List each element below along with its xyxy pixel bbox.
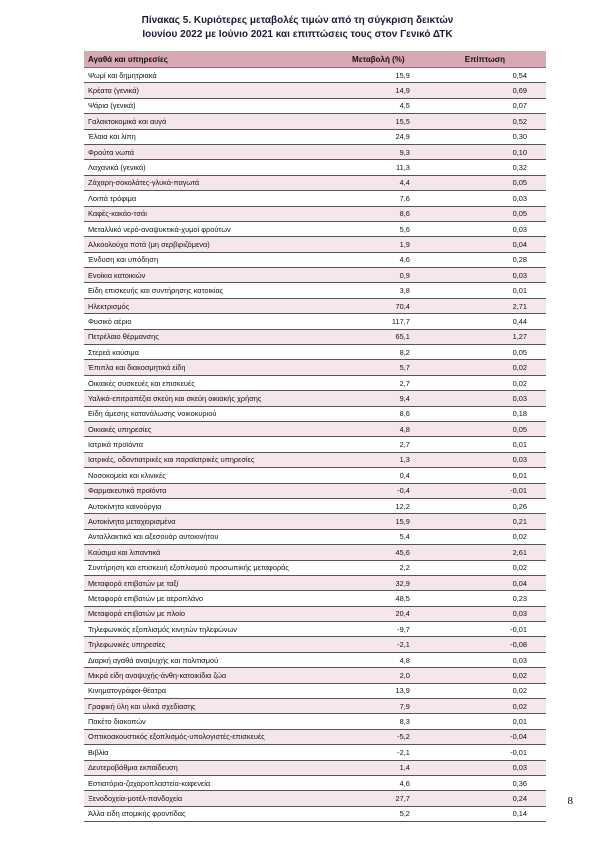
table-row xyxy=(84,421,546,436)
cell-impact: 0,05 xyxy=(424,206,546,221)
cell-impact: -0,01 xyxy=(424,622,546,637)
cell-impact: 0,10 xyxy=(424,144,546,159)
cell-impact: 0,24 xyxy=(424,791,546,806)
table-title xyxy=(0,14,595,42)
table-row xyxy=(84,221,546,236)
table-row xyxy=(84,745,546,760)
cell-change-percent: 5,6 xyxy=(333,221,424,236)
table-row xyxy=(84,775,546,790)
table-row xyxy=(84,498,546,513)
cell-change-percent: 13,9 xyxy=(333,683,424,698)
cell-change-percent: 2,0 xyxy=(333,668,424,683)
cell-goods-services: Στερεά καύσιμα xyxy=(84,345,333,360)
cell-goods-services: Μικρά είδη αναψυχής-άνθη-κατοικίδια ζώα xyxy=(84,668,333,683)
table-row xyxy=(84,483,546,498)
cell-change-percent: 9,4 xyxy=(333,391,424,406)
cell-change-percent: 15,9 xyxy=(333,68,424,83)
cell-goods-services: Καύσιμα και λιπαντικά xyxy=(84,545,333,560)
table-row xyxy=(84,237,546,252)
table-body xyxy=(84,68,546,822)
cell-goods-services: Αυτοκίνητα καινούργια xyxy=(84,498,333,513)
cell-change-percent: 27,7 xyxy=(333,791,424,806)
table-row xyxy=(84,729,546,744)
table-row xyxy=(84,545,546,560)
cell-goods-services: Λαχανικά (γενικά) xyxy=(84,160,333,175)
table-row xyxy=(84,652,546,667)
table-row xyxy=(84,714,546,729)
cell-impact: 0,02 xyxy=(424,699,546,714)
cell-impact: 0,36 xyxy=(424,775,546,790)
cell-goods-services: Ιατρικά προϊόντα xyxy=(84,437,333,452)
table-row xyxy=(84,329,546,344)
cell-goods-services: Συντήρηση και επισκευή εξοπλισμού προσωπικής μεταφοράς xyxy=(84,560,333,575)
cell-goods-services: Άλλα είδη ατομικής φροντίδας xyxy=(84,806,333,821)
header-goods-services: Αγαθά και υπηρεσίες xyxy=(84,51,333,68)
table-row xyxy=(84,68,546,83)
cell-change-percent: 4,8 xyxy=(333,421,424,436)
cell-change-percent: 9,3 xyxy=(333,144,424,159)
cell-goods-services: Τηλεφωνικές υπηρεσίες xyxy=(84,637,333,652)
cell-impact: -0,08 xyxy=(424,637,546,652)
cell-change-percent: -2,1 xyxy=(333,745,424,760)
table-row xyxy=(84,529,546,544)
cell-impact: 0,03 xyxy=(424,760,546,775)
cell-impact: 0,21 xyxy=(424,514,546,529)
cell-change-percent: 8,6 xyxy=(333,206,424,221)
table-row xyxy=(84,345,546,360)
cell-impact: 0,03 xyxy=(424,221,546,236)
cell-impact: 2,61 xyxy=(424,545,546,560)
cell-impact: 0,23 xyxy=(424,591,546,606)
cell-goods-services: Οικιακές υπηρεσίες xyxy=(84,421,333,436)
table-header-row xyxy=(84,51,546,68)
cell-goods-services: Έπιπλα και διακοσμητικά είδη xyxy=(84,360,333,375)
cell-change-percent: 48,5 xyxy=(333,591,424,606)
cell-impact: 0,03 xyxy=(424,391,546,406)
cell-change-percent: 0,9 xyxy=(333,268,424,283)
cell-change-percent: 8,6 xyxy=(333,406,424,421)
cell-goods-services: Τηλεφωνικός εξοπλισμός κινητών τηλεφώνων xyxy=(84,622,333,637)
cell-change-percent: 5,2 xyxy=(333,806,424,821)
cell-impact: 0,01 xyxy=(424,437,546,452)
cell-goods-services: Διαρκή αγαθά αναψυχής και πολιτισμού xyxy=(84,652,333,667)
cell-change-percent: 4,6 xyxy=(333,252,424,267)
cell-change-percent: 0,4 xyxy=(333,468,424,483)
cell-impact: 0,03 xyxy=(424,606,546,621)
table-row xyxy=(84,591,546,606)
cell-impact: 0,30 xyxy=(424,129,546,144)
cell-goods-services: Πακέτο διακοπών xyxy=(84,714,333,729)
cell-goods-services: Ψάρια (γενικά) xyxy=(84,98,333,113)
cell-goods-services: Ξενοδοχεία-μοτέλ-πανδοχεία xyxy=(84,791,333,806)
cell-impact: 0,04 xyxy=(424,237,546,252)
table-row xyxy=(84,637,546,652)
cell-impact: 0,69 xyxy=(424,83,546,98)
cell-goods-services: Ψωμί και δημητριακά xyxy=(84,68,333,83)
cell-impact: 0,26 xyxy=(424,498,546,513)
cell-change-percent: 14,9 xyxy=(333,83,424,98)
cell-goods-services: Κρέατα (γενικά) xyxy=(84,83,333,98)
cell-change-percent: 7,6 xyxy=(333,191,424,206)
cell-goods-services: Μεταλλικό νερό-αναψυκτικά-χυμοί φρούτων xyxy=(84,221,333,236)
cell-goods-services: Είδη επισκευής και συντήρησης κατοικίας xyxy=(84,283,333,298)
table-row xyxy=(84,314,546,329)
table-row xyxy=(84,606,546,621)
cell-impact: 0,03 xyxy=(424,191,546,206)
cell-impact: 0,28 xyxy=(424,252,546,267)
cell-goods-services: Κινηματογράφοι-θέατρα xyxy=(84,683,333,698)
table-row xyxy=(84,760,546,775)
cell-impact: 0,02 xyxy=(424,683,546,698)
cell-change-percent: 117,7 xyxy=(333,314,424,329)
cell-goods-services: Ηλεκτρισμός xyxy=(84,298,333,313)
cell-change-percent: -2,1 xyxy=(333,637,424,652)
cell-change-percent: 15,9 xyxy=(333,514,424,529)
table-row xyxy=(84,375,546,390)
cell-change-percent: -9,7 xyxy=(333,622,424,637)
cell-impact: 0,32 xyxy=(424,160,546,175)
cell-change-percent: 2,2 xyxy=(333,560,424,575)
cell-goods-services: Οικιακές συσκευές και επισκευές xyxy=(84,375,333,390)
cell-goods-services: Υαλικά-επιτραπέζια σκεύη και σκεύη οικιακής χρήσης xyxy=(84,391,333,406)
table-row xyxy=(84,468,546,483)
cell-goods-services: Βιβλία xyxy=(84,745,333,760)
cell-impact: 0,14 xyxy=(424,806,546,821)
cell-goods-services: Λοιπά τρόφιμα xyxy=(84,191,333,206)
cell-goods-services: Οπτικοακουστικός εξοπλισμός-υπολογιστές-επισκευές xyxy=(84,729,333,744)
cell-change-percent: 11,3 xyxy=(333,160,424,175)
cell-impact: 0,02 xyxy=(424,560,546,575)
cell-change-percent: 20,4 xyxy=(333,606,424,621)
cell-impact: 0,05 xyxy=(424,421,546,436)
cell-impact: 0,04 xyxy=(424,575,546,590)
table-row xyxy=(84,175,546,190)
page-number: 8 xyxy=(567,795,573,807)
table-row xyxy=(84,406,546,421)
table-row xyxy=(84,360,546,375)
cell-change-percent: 4,6 xyxy=(333,775,424,790)
table-row xyxy=(84,83,546,98)
cell-goods-services: Μεταφορά επιβατών με ταξί xyxy=(84,575,333,590)
table-row xyxy=(84,391,546,406)
cell-change-percent: 4,5 xyxy=(333,98,424,113)
table-row xyxy=(84,160,546,175)
cell-impact: 2,71 xyxy=(424,298,546,313)
cell-goods-services: Αυτοκίνητα μεταχειρισμένα xyxy=(84,514,333,529)
cell-goods-services: Αλκοολούχα ποτά (μη σερβιριζόμενα) xyxy=(84,237,333,252)
table-row xyxy=(84,622,546,637)
cell-impact: 0,05 xyxy=(424,345,546,360)
cell-impact: 0,07 xyxy=(424,98,546,113)
cell-change-percent: 1,3 xyxy=(333,452,424,467)
table-row xyxy=(84,206,546,221)
cell-impact: 0,03 xyxy=(424,652,546,667)
cell-impact: 0,18 xyxy=(424,406,546,421)
cell-change-percent: 8,3 xyxy=(333,714,424,729)
table-row xyxy=(84,114,546,129)
cell-goods-services: Εστιατόρια-ζαχαροπλαστεία-καφενεία xyxy=(84,775,333,790)
cell-change-percent: 32,9 xyxy=(333,575,424,590)
table-row xyxy=(84,252,546,267)
cell-impact: 0,01 xyxy=(424,468,546,483)
cell-goods-services: Ιατρικές, οδοντιατρικές και παραϊατρικές υπηρεσίες xyxy=(84,452,333,467)
cell-impact: 0,01 xyxy=(424,283,546,298)
cell-goods-services: Μεταφορά επιβατών με πλοίο xyxy=(84,606,333,621)
cell-impact: 0,44 xyxy=(424,314,546,329)
table-row xyxy=(84,791,546,806)
table-row xyxy=(84,452,546,467)
table-row xyxy=(84,668,546,683)
table-row xyxy=(84,699,546,714)
table-row xyxy=(84,98,546,113)
cell-impact: 0,02 xyxy=(424,375,546,390)
cell-impact: 0,01 xyxy=(424,714,546,729)
cell-impact: -0,01 xyxy=(424,483,546,498)
cell-impact: 0,54 xyxy=(424,68,546,83)
table-row xyxy=(84,560,546,575)
cell-change-percent: 3,8 xyxy=(333,283,424,298)
table-row xyxy=(84,191,546,206)
cell-goods-services: Γαλακτοκομικά και αυγά xyxy=(84,114,333,129)
cell-impact: 1,27 xyxy=(424,329,546,344)
table-row xyxy=(84,283,546,298)
table-row xyxy=(84,437,546,452)
cell-change-percent: 65,1 xyxy=(333,329,424,344)
cell-change-percent: 24,9 xyxy=(333,129,424,144)
cell-change-percent: 45,6 xyxy=(333,545,424,560)
cell-change-percent: -0,4 xyxy=(333,483,424,498)
cell-change-percent: 12,2 xyxy=(333,498,424,513)
cell-impact: 0,52 xyxy=(424,114,546,129)
cell-goods-services: Ένδυση και υπόδηση xyxy=(84,252,333,267)
cell-impact: -0,04 xyxy=(424,729,546,744)
cell-impact: 0,03 xyxy=(424,268,546,283)
cell-change-percent: 2,7 xyxy=(333,375,424,390)
cell-goods-services: Πετρέλαιο θέρμανσης xyxy=(84,329,333,344)
cell-change-percent: 7,9 xyxy=(333,699,424,714)
cell-change-percent: 5,4 xyxy=(333,529,424,544)
cell-change-percent: 2,7 xyxy=(333,437,424,452)
table-row xyxy=(84,575,546,590)
cell-goods-services: Ανταλλακτικά και αξεσουάρ αυτοκινήτου xyxy=(84,529,333,544)
cell-goods-services: Μεταφορά επιβατών με αεροπλάνο xyxy=(84,591,333,606)
cell-goods-services: Καφές-κακάο-τσάι xyxy=(84,206,333,221)
cell-goods-services: Νοσοκομεία και κλινικές xyxy=(84,468,333,483)
cell-change-percent: 1,4 xyxy=(333,760,424,775)
table-row xyxy=(84,683,546,698)
price-changes-table xyxy=(84,51,546,822)
cell-impact: -0,01 xyxy=(424,745,546,760)
cell-impact: 0,02 xyxy=(424,529,546,544)
cell-change-percent: 1,9 xyxy=(333,237,424,252)
cell-change-percent: 4,8 xyxy=(333,652,424,667)
cell-goods-services: Φρούτα νωπά xyxy=(84,144,333,159)
cell-change-percent: 5,7 xyxy=(333,360,424,375)
cell-goods-services: Φαρμακευτικά προϊόντα xyxy=(84,483,333,498)
title-line-1: Πίνακας 5. Κυριότερες μεταβολές τιμών από τη σύγκριση δεικτών xyxy=(141,15,454,26)
cell-goods-services: Ενοίκια κατοικιών xyxy=(84,268,333,283)
cell-impact: 0,03 xyxy=(424,452,546,467)
cell-impact: 0,02 xyxy=(424,360,546,375)
header-impact: Επίπτωση xyxy=(424,51,546,68)
table-row xyxy=(84,514,546,529)
cell-change-percent: 4,4 xyxy=(333,175,424,190)
table-row xyxy=(84,129,546,144)
cell-goods-services: Ζάχαρη-σοκολάτες-γλυκά-παγωτά xyxy=(84,175,333,190)
cell-change-percent: 8,2 xyxy=(333,345,424,360)
header-change-percent: Μεταβολή (%) xyxy=(333,51,424,68)
cell-goods-services: Γραφική ύλη και υλικά σχεδίασης xyxy=(84,699,333,714)
cell-change-percent: 15,5 xyxy=(333,114,424,129)
cell-goods-services: Δευτεροβάθμια εκπαίδευση xyxy=(84,760,333,775)
cell-impact: 0,02 xyxy=(424,668,546,683)
cell-goods-services: Έλαια και λίπη xyxy=(84,129,333,144)
table-row xyxy=(84,144,546,159)
cell-goods-services: Φυσικό αέριο xyxy=(84,314,333,329)
cell-change-percent: -5,2 xyxy=(333,729,424,744)
cell-impact: 0,05 xyxy=(424,175,546,190)
title-line-2: Ιουνίου 2022 με Ιούνιο 2021 και επιπτώσεις τους στον Γενικό ΔΤΚ xyxy=(142,29,453,40)
cell-goods-services: Είδη άμεσης κατανάλωσης νοικοκυριού xyxy=(84,406,333,421)
table-row xyxy=(84,806,546,821)
cell-change-percent: 70,4 xyxy=(333,298,424,313)
table-row xyxy=(84,268,546,283)
table-row xyxy=(84,298,546,313)
